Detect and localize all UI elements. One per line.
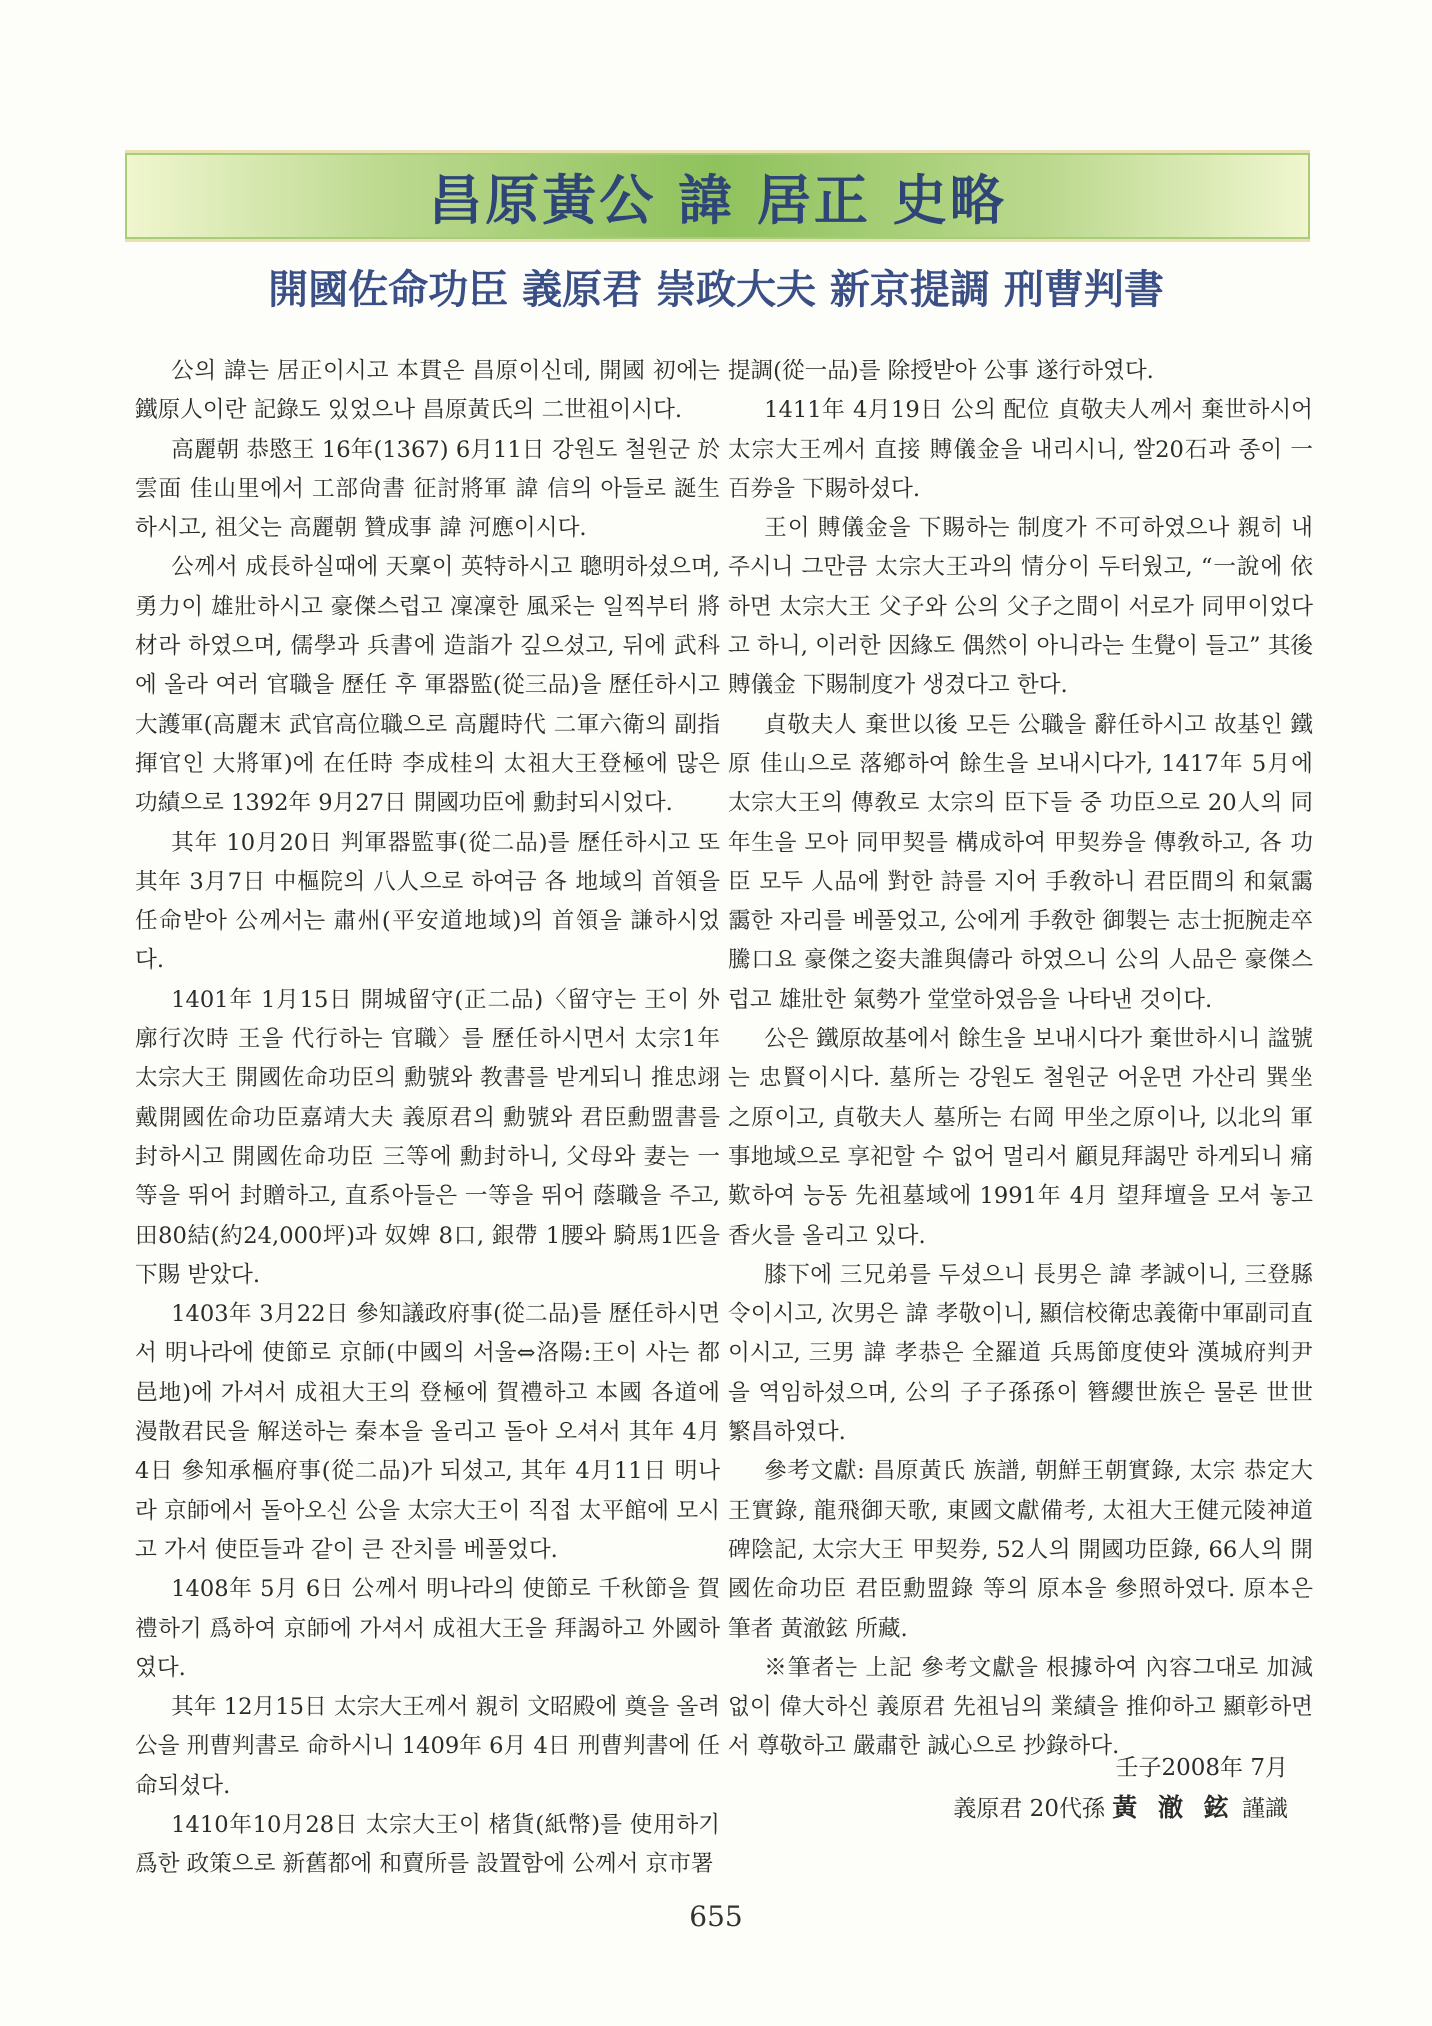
paragraph: 1401年 1月15日 開城留守(正二品)〈留守는 王이 外廓行次時 王을 代行하는 官職〉를 歷任하시면서 太宗1年 太宗大王 開國佐命功臣의 勳號와 教書를 받게되니 推忠翊戴開國佐命功臣嘉靖大夫 義原君의 勳號와 君臣勳盟書를 封하시고 開國佐命功臣 三等에 勳封하니, 父母와 妻는 一等을 뛰어 封贈하고, 直系아들은 一等을 뛰어 蔭職을 주고, 田80結(約24,000坪)과 奴婢 8口, 銀帶 1腰와 騎馬1匹을 下賜 받았다. — [135, 986, 720, 1288]
signature-line — [728, 1788, 1288, 1829]
paragraph: 膝下에 三兄弟를 두셨으니 長男은 諱 孝誠이니, 三登縣令이시고, 次男은 諱 孝敬이니, 顯信校衛忠義衛中軍副司直이시고, 三男 諱 孝恭은 全羅道 兵馬節度使와 漢城府判尹을 역임하셨으며, 公의 子子孫孫이 簪纓世族은 물론 世世 繁昌하였다. — [728, 1261, 1313, 1446]
paragraph: 公은 鐵原故基에서 餘生을 보내시다가 棄世하시니 諡號는 忠賢이시다. 墓所는 강원도 철원군 어운면 가산리 巽坐之原이고, 貞敬夫人 墓所는 右岡 甲坐之原이나, 以北의 軍事地域으로 享祀할 수 없어 멀리서 顧見拜謁만 하게되니 痛歎하여 능동 先祖墓域에 1991年 4月 望拜壇을 모셔 놓고 香火를 올리고 있다. — [728, 1026, 1313, 1249]
left-column — [135, 352, 720, 1885]
signature-date: 壬子2008年 7月 — [1115, 1755, 1288, 1781]
paragraph: 高麗朝 恭愍王 16年(1367) 6月11日 강원도 철원군 於雲面 佳山里에서 工部尙書 征討將軍 諱 信의 아들로 誕生하시고, 祖父는 高麗朝 贊成事 諱 河應이시다. — [135, 436, 720, 542]
title-banner — [125, 150, 1310, 242]
references-paragraph: 參考文獻: 昌原黃氏 族譜, 朝鮮王朝實錄, 太宗 恭定大王實錄, 龍飛御天歌, 東國文獻備考, 太祖大王健元陵神道碑陰記, 太宗大王 甲契券, 52人의 開國功臣錄, 66人의 開國佐命功臣 君臣勳盟錄 等의 原本을 參照하였다. 原本은 筆者 黃澈鉉 所藏. — [728, 1458, 1313, 1642]
page-number: 655 — [689, 1900, 743, 1933]
paragraph: 其年 10月20日 判軍器監事(從二品)를 歷任하시고 또 其年 3月7日 中樞院의 八人으로 하여금 各 地域의 首領을 任命받아 公께서는 肅州(平安道地域)의 首領을 謙하시었다. — [135, 829, 720, 974]
signature-prefix: 義原君 20代孫 — [953, 1796, 1105, 1822]
signature-block — [728, 1748, 1288, 1829]
signature-author: 黃 澈 鉉 — [1112, 1793, 1235, 1822]
right-column — [728, 352, 1313, 1767]
paragraph: 公께서 成長하실때에 天稟이 英特하시고 聰明하셨으며, 勇力이 雄壯하시고 豪傑스럽고 凜凜한 風采는 일찍부터 將材라 하였으며, 儒學과 兵書에 造詣가 깊으셨고, 뒤에 武科에 올라 여러 官職을 歷任 후 軍器監(從三品)을 歷任하시고 大護軍(高麗末 武官高位職으로 高麗時代 二軍六衛의 副指揮官인 大將軍)에 在任時 李成桂의 太祖大王登極에 많은 功績으로 1392年 9月27日 開國功臣에 勳封되시었다. — [135, 554, 720, 817]
paragraph-continued: 提調(從一品)를 除授받아 公事 遂行하였다. — [728, 358, 1154, 384]
paragraph: 貞敬夫人 棄世以後 모든 公職을 辭任하시고 故基인 鐵原 佳山으로 落鄕하여 餘生을 보내시다가, 1417年 5月에 太宗大王의 傳敎로 太宗의 臣下들 중 功臣으로 20人의 同年生을 모아 同甲契를 構成하여 甲契券을 傳敎하고, 各 功臣 모두 人品에 對한 詩를 지어 手敎하니 君臣間의 和氣靄靄한 자리를 베풀었고, 公에게 手敎한 御製는 志士扼腕走卒騰口요 豪傑之姿夫誰與儔라 하였으니 公의 人品은 豪傑스럽고 雄壯한 氣勢가 堂堂하였음을 나타낸 것이다. — [728, 711, 1313, 1013]
page-title: 昌原黃公 諱 居正 史略 — [428, 167, 1007, 232]
paragraph: 1403年 3月22日 參知議政府事(從二品)를 歷任하시면서 明나라에 使節로 京師(中國의 서울⇔洛陽:王이 사는 都邑地)에 가셔서 成祖大王의 登極에 賀禮하고 本國 各道에 漫散君民을 解送하는 秦本을 올리고 돌아 오셔서 其年 4月4日 參知承樞府事(從二品)가 되셨고, 其年 4月11日 明나라 京師에서 돌아오신 公을 太宗大王이 직접 太平館에 모시고 가서 使臣들과 같이 큰 잔치를 베풀었다. — [135, 1301, 720, 1563]
paragraph: 1408年 5月 6日 公께서 明나라의 使節로 千秋節을 賀禮하기 爲하여 京師에 가셔서 成祖大王을 拜謁하고 外國하였다. — [135, 1576, 720, 1681]
paragraph: 其年 12月15日 太宗大王께서 親히 文昭殿에 奠을 올려 公을 刑曹判書로 命하시니 1409年 6月 4日 刑曹判書에 任命되셨다. — [135, 1694, 720, 1799]
paragraph: 1410年10月28日 太宗大王이 楮貨(紙幣)를 使用하기 爲한 政策으로 新舊都에 和賣所를 設置함에 公께서 京市署 — [135, 1811, 720, 1878]
note-paragraph: ※筆者는 上記 參考文獻을 根據하여 內容그대로 加減없이 偉大하신 義原君 先祖님의 業績을 推仰하고 顯彰하면서 尊敬하고 嚴肅한 誠心으로 抄錄하다. — [728, 1654, 1313, 1760]
signature-suffix: 謹識 — [1242, 1796, 1288, 1822]
page-subtitle: 開國佐命功臣 義原君 崇政大夫 新京提調 刑曹判書 — [268, 266, 1164, 313]
paragraph: 王이 賻儀金을 下賜하는 制度가 不可하였으나 親히 내주시니 그만큼 太宗大王과의 情分이 두터웠고, “一說에 依하면 太宗大王 父子와 公의 父子之間이 서로가 同甲이었다고 하니, 이러한 因緣도 偶然이 아니라는 生覺이 들고” 其後 賻儀金 下賜制度가 생겼다고 한다. — [728, 515, 1313, 699]
paragraph: 1411年 4月19日 公의 配位 貞敬夫人께서 棄世하시어 太宗大王께서 直接 賻儀金을 내리시니, 쌀20石과 종이 一百券을 下賜하셨다. — [728, 397, 1313, 502]
paragraph: 公의 諱는 居正이시고 本貫은 昌原이신데, 開國 初에는 鐵原人이란 記錄도 있었으나 昌原黃氏의 二世祖이시다. — [135, 358, 720, 424]
